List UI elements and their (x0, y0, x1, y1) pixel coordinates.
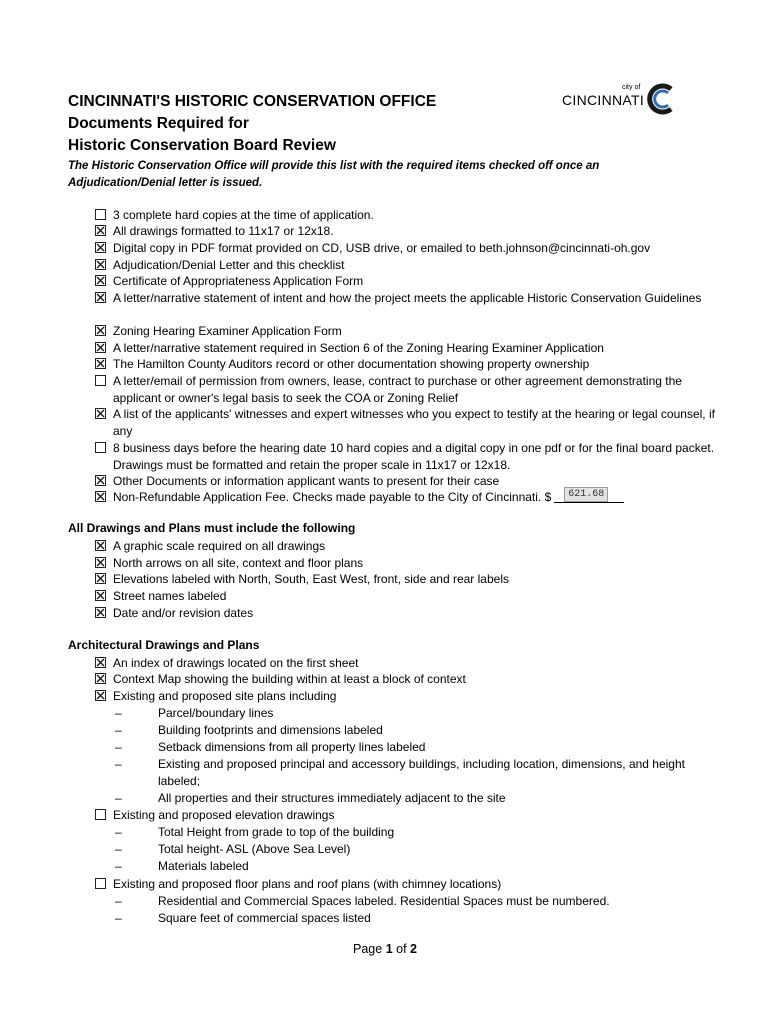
sub-item (115, 858, 725, 875)
sub-item-text: Parcel/boundary lines (158, 706, 274, 720)
sub-item (115, 910, 725, 927)
required-item (95, 257, 715, 274)
item-label: A letter/narrative statement of intent and how the project meets the applicable Historic Conservation Guidelines (113, 291, 702, 305)
arch-item (95, 688, 715, 705)
checkbox-checked[interactable] (95, 690, 106, 701)
item-label: North arrows on all site, context and floor plans (113, 556, 364, 570)
sub-item-text: All properties and their structures immediately adjacent to the site (158, 791, 506, 805)
item-label: Existing and proposed floor plans and roof plans (with chimney locations) (113, 877, 502, 891)
item-text (113, 207, 715, 224)
required-item (95, 489, 715, 506)
sub-item-text: Setback dimensions from all property lines labeled (158, 740, 426, 754)
required-item (95, 440, 715, 473)
checkbox-checked[interactable] (95, 242, 106, 253)
arch-item (95, 807, 715, 824)
item-label: Date and/or revision dates (113, 606, 254, 620)
checkbox-checked[interactable] (95, 408, 106, 419)
dash-bullet: – (115, 825, 122, 839)
dash-bullet: – (115, 842, 122, 856)
item-text (113, 605, 715, 622)
required-item (95, 223, 715, 240)
checkbox-unchecked[interactable] (95, 809, 106, 820)
dash-bullet: – (115, 894, 122, 908)
item-text (113, 588, 715, 605)
arch-heading: Architectural Drawings and Plans (68, 638, 260, 652)
checkbox-checked[interactable] (95, 557, 106, 568)
sub-item-text: Existing and proposed principal and accessory buildings, including location, dimensions, and height labeled; (158, 757, 685, 788)
footer-total-pages: 2 (410, 942, 417, 956)
dash-bullet: – (115, 859, 122, 873)
item-text (113, 223, 715, 240)
required-item (95, 273, 715, 290)
required-item (95, 290, 715, 307)
checkbox-checked[interactable] (95, 275, 106, 286)
footer-page-word: Page (353, 942, 383, 956)
item-text (113, 571, 715, 588)
item-text (113, 655, 715, 672)
required-item (95, 240, 715, 257)
sub-item-text: Building footprints and dimensions labeled (158, 723, 383, 737)
checkbox-unchecked[interactable] (95, 878, 106, 889)
sub-item (115, 739, 725, 756)
required-item (95, 207, 715, 224)
item-label: Existing and proposed site plans including (113, 689, 337, 703)
item-text (113, 671, 715, 688)
arch-item (95, 655, 715, 672)
checkbox-checked[interactable] (95, 325, 106, 336)
item-label: An index of drawings located on the first sheet (113, 656, 359, 670)
intro-note: The Historic Conservation Office will provide this list with the required items checked off once an Adjudication/Denial letter is issued. (68, 160, 600, 189)
required-item (95, 323, 715, 340)
item-text (113, 240, 715, 257)
item-label: A list of the applicants' witnesses and expert witnesses who you expect to testify at the hearing or legal counsel, if any (113, 407, 715, 438)
item-text (113, 290, 715, 307)
dash-bullet: – (115, 740, 122, 754)
header-board: Historic Conservation Board Review (68, 137, 336, 154)
checkbox-checked[interactable] (95, 259, 106, 270)
drawing-item (95, 538, 715, 555)
item-label: 8 business days before the hearing date 10 hard copies and a digital copy in one pdf or for the final board packet. Drawings must be formatted and retain the proper scale in 11x17 or 12x18. (113, 441, 715, 472)
item-label: 3 complete hard copies at the time of application. (113, 208, 374, 222)
item-text (113, 807, 715, 824)
arch-item (95, 876, 715, 893)
logo-city-name: CINCINNATI (562, 92, 645, 108)
item-label: A letter/narrative statement required in Section 6 of the Zoning Hearing Examiner Application (113, 341, 604, 355)
footer-of-word: of (396, 942, 407, 956)
dash-bullet: – (115, 911, 122, 925)
item-text (113, 555, 715, 572)
sub-item (115, 790, 725, 807)
checkbox-checked[interactable] (95, 292, 106, 303)
logo-city-of: city of (622, 84, 641, 91)
item-text (113, 373, 715, 406)
drawing-item (95, 588, 715, 605)
sub-item (115, 824, 725, 841)
item-label: Elevations labeled with North, South, East West, front, side and rear labels (113, 572, 509, 586)
item-label: Non-Refundable Application Fee. Checks made payable to the City of Cincinnati. $ (113, 490, 552, 504)
dash-bullet: – (115, 757, 122, 771)
item-label: Other Documents or information applicant wants to present for their case (113, 474, 500, 488)
sub-item-text: Residential and Commercial Spaces labeled. Residential Spaces must be numbered. (158, 894, 610, 908)
checkbox-checked[interactable] (95, 225, 106, 236)
item-text (113, 340, 715, 357)
drawing-item (95, 605, 715, 622)
checkbox-checked[interactable] (95, 358, 106, 369)
sub-item (115, 705, 725, 722)
footer-current-page: 1 (385, 942, 393, 956)
item-text (113, 273, 715, 290)
item-label: Street names labeled (113, 589, 227, 603)
sub-item (115, 722, 725, 739)
sub-item-text: Total Height from grade to top of the building (158, 825, 395, 839)
required-item (95, 340, 715, 357)
checkbox-checked[interactable] (95, 607, 106, 618)
checkbox-checked[interactable] (95, 540, 106, 551)
item-text (113, 406, 715, 439)
item-label: A letter/email of permission from owners, lease, contract to purchase or other agreement demonstrating the applicant or owner's legal basis to seek the COA or Zoning Relief (113, 374, 682, 405)
checkbox-checked[interactable] (95, 673, 106, 684)
required-item (95, 473, 715, 490)
logo-c-mark-icon (644, 82, 676, 116)
checkbox-unchecked[interactable] (95, 209, 106, 220)
arch-item (95, 671, 715, 688)
required-item (95, 406, 715, 439)
item-text (113, 538, 715, 555)
required-item (95, 356, 715, 373)
required-item (95, 373, 715, 406)
fee-amount-field[interactable] (554, 489, 624, 503)
dash-bullet: – (115, 706, 122, 720)
item-text (113, 688, 715, 705)
item-label: Zoning Hearing Examiner Application Form (113, 324, 342, 338)
item-label: Existing and proposed elevation drawings (113, 808, 335, 822)
checkbox-checked[interactable] (95, 590, 106, 601)
sub-item (115, 893, 725, 910)
item-text (113, 876, 715, 893)
item-label: Adjudication/Denial Letter and this checklist (113, 258, 345, 272)
sub-item (115, 841, 725, 858)
fee-amount-value: 621.68 (564, 487, 608, 502)
checkbox-checked[interactable] (95, 342, 106, 353)
dash-bullet: – (115, 791, 122, 805)
checkbox-checked[interactable] (95, 491, 106, 502)
item-text (113, 440, 715, 473)
item-label: The Hamilton County Auditors record or other documentation showing property ownership (113, 357, 590, 371)
item-label: Context Map showing the building within at least a block of context (113, 672, 466, 686)
sub-item (115, 756, 725, 789)
checkbox-unchecked[interactable] (95, 442, 106, 453)
checkbox-checked[interactable] (95, 475, 106, 486)
item-label: A graphic scale required on all drawings (113, 539, 326, 553)
item-label: All drawings formatted to 11x17 or 12x18. (113, 224, 334, 238)
checkbox-checked[interactable] (95, 573, 106, 584)
page-footer (0, 942, 770, 956)
item-text (113, 257, 715, 274)
checkbox-unchecked[interactable] (95, 375, 106, 386)
city-logo (562, 82, 682, 116)
sub-item-text: Materials labeled (158, 859, 249, 873)
sub-item-text: Total height- ASL (Above Sea Level) (158, 842, 351, 856)
item-label: Certificate of Appropriateness Application Form (113, 274, 364, 288)
item-text (113, 356, 715, 373)
item-text (113, 323, 715, 340)
item-text (113, 489, 715, 506)
dash-bullet: – (115, 723, 122, 737)
drawing-item (95, 555, 715, 572)
item-text (113, 473, 715, 490)
checkbox-checked[interactable] (95, 657, 106, 668)
header-documents: Documents Required for (68, 115, 249, 132)
item-label: Digital copy in PDF format provided on CD, USB drive, or emailed to beth.johnson@cincinnati-oh.gov (113, 241, 651, 255)
header-office: CINCINNATI'S HISTORIC CONSERVATION OFFICE (68, 93, 437, 110)
drawing-item (95, 571, 715, 588)
drawings-heading: All Drawings and Plans must include the following (68, 521, 356, 535)
sub-item-text: Square feet of commercial spaces listed (158, 911, 371, 925)
